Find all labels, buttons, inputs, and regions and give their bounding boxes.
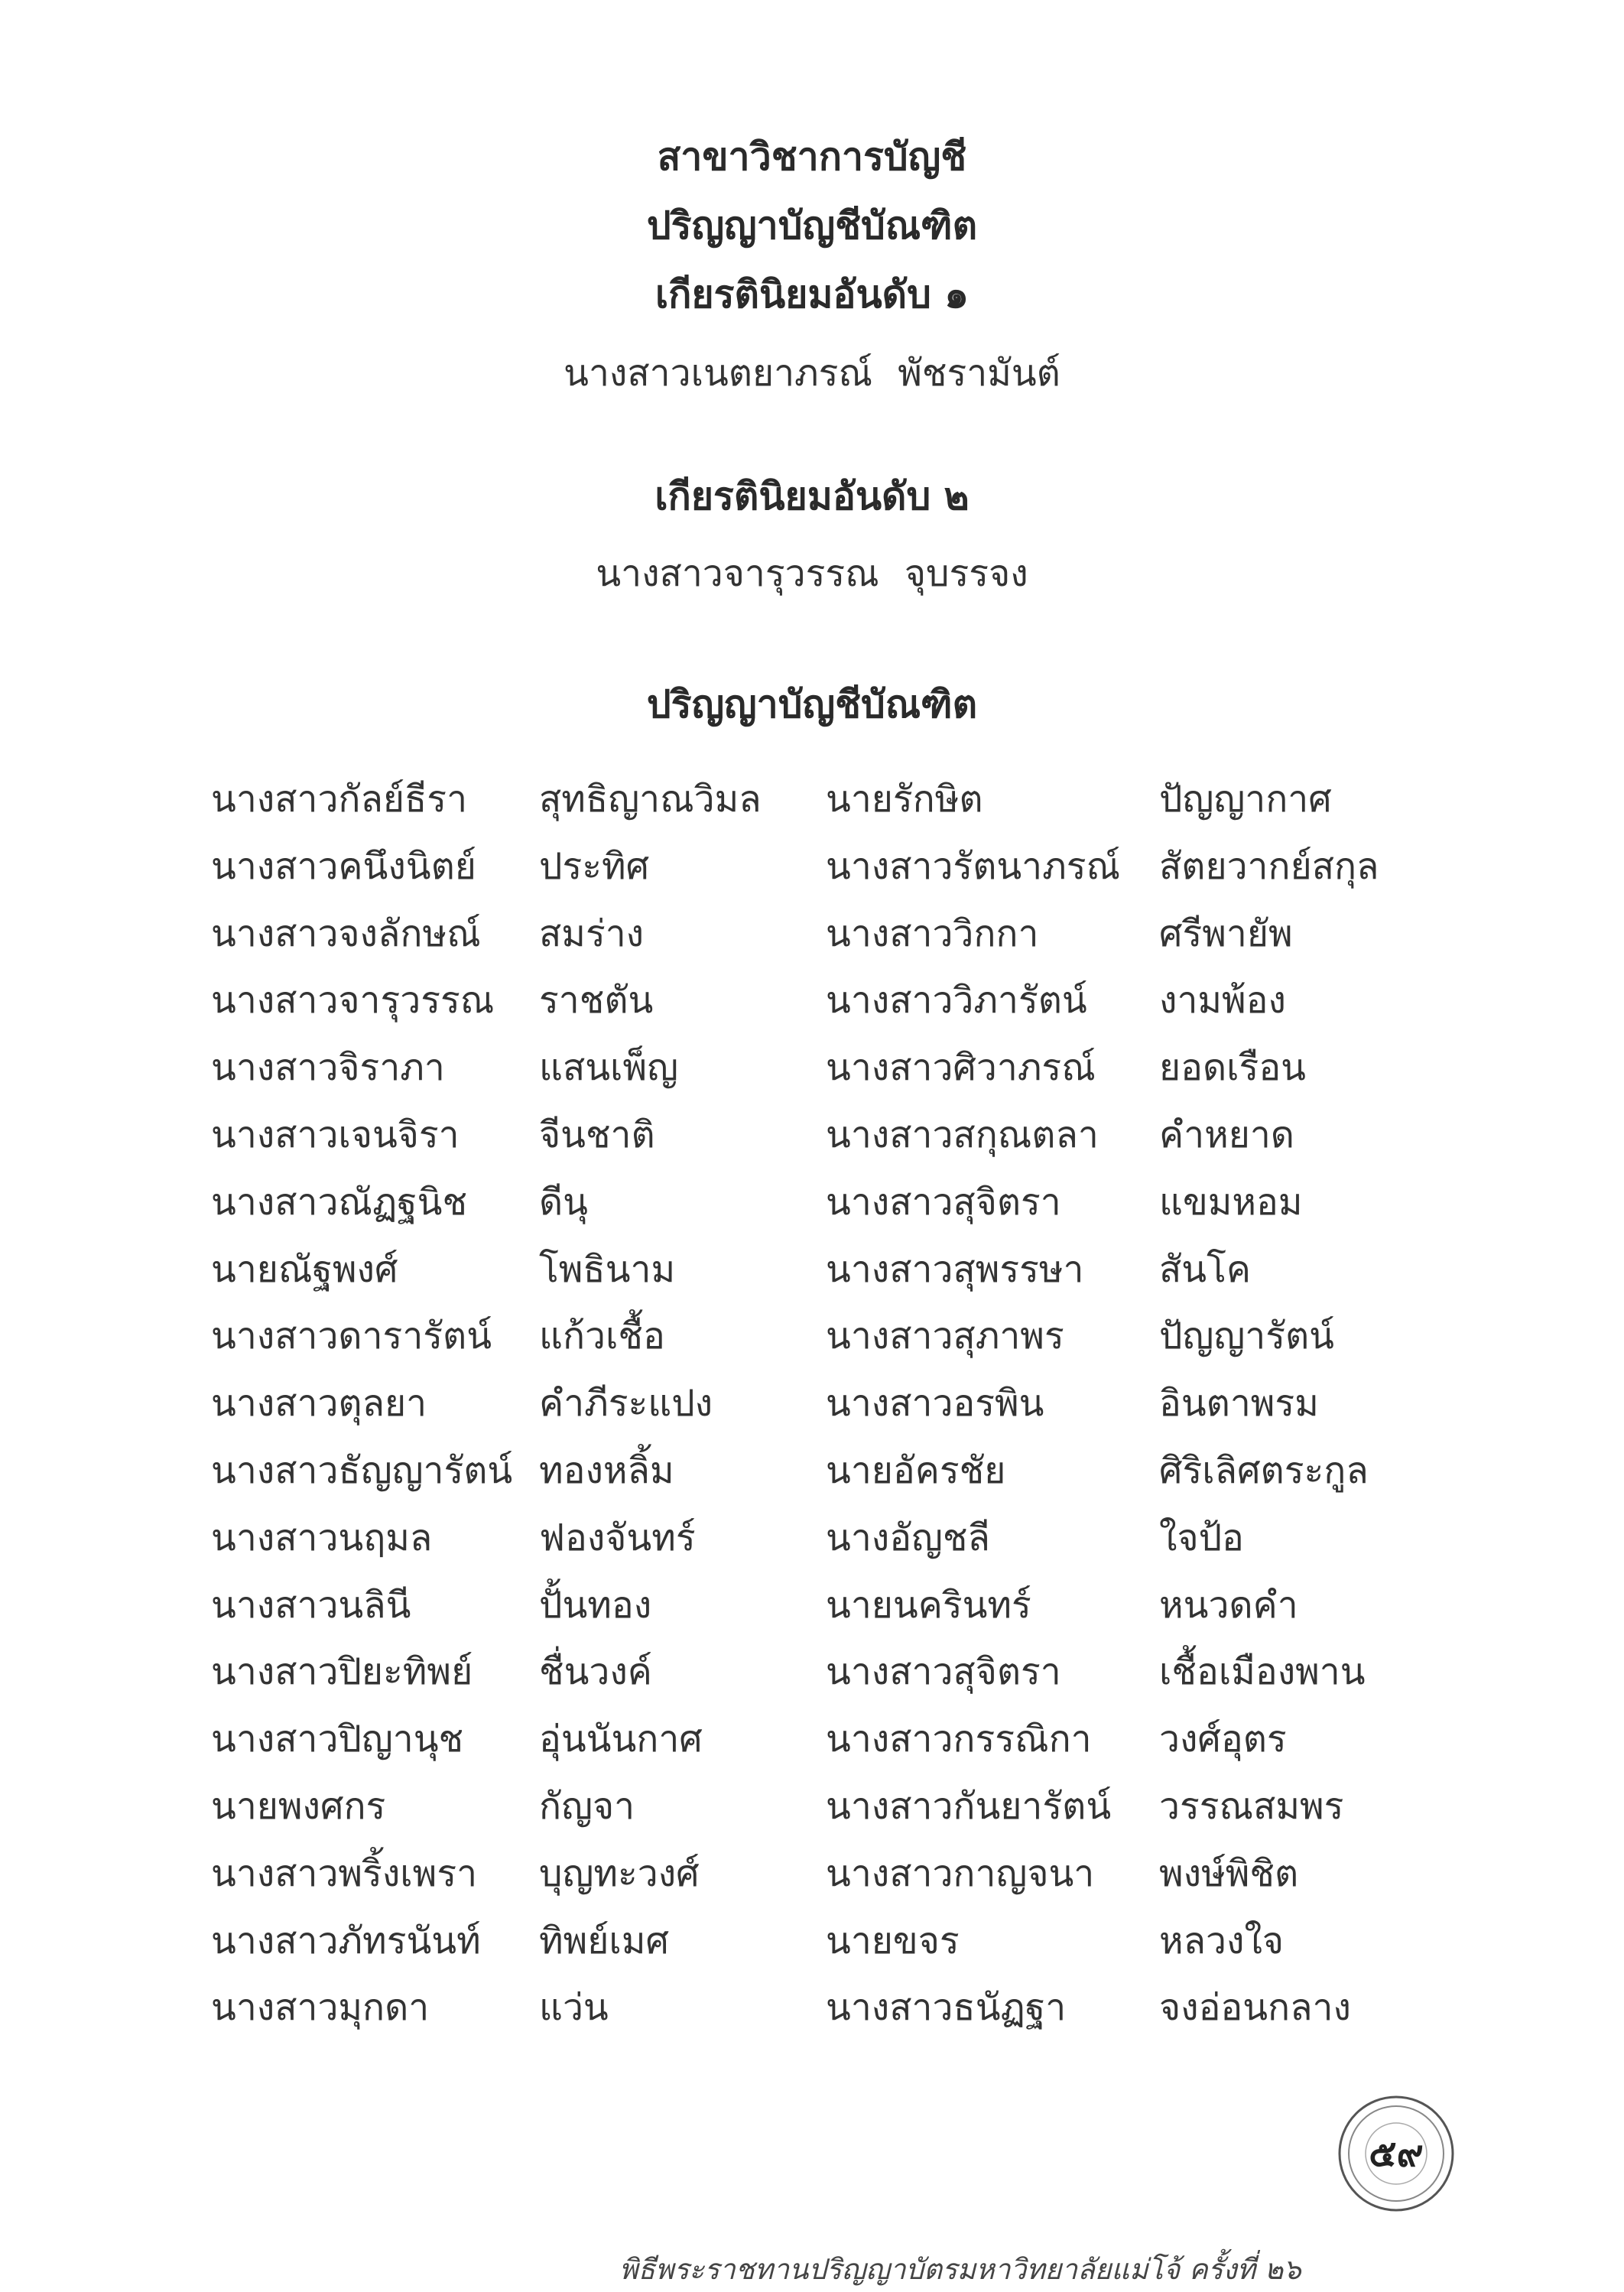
graduate-last-name: อินตาพรม [1159,1382,1319,1426]
graduate-last-name: สัตยวากย์สกุล [1159,844,1379,888]
graduate-first-name: นางสาวกรรณิกา [826,1718,1092,1761]
graduate-first-name: นางสาวจารุวรรณ [211,979,495,1022]
graduate-last-name: แก้วเชื้อ [539,1315,665,1358]
graduate-last-name: กัญจา [539,1785,635,1828]
honors-first-name: นางสาวเนตยาภรณ์ พัชรามันต์ [564,352,1060,395]
graduate-first-name: นางสาวสุพรรษา [826,1247,1084,1291]
graduate-row [0,1041,1624,1094]
graduate-first-name: นางสาวรัตนาภรณ์ [826,844,1121,888]
graduate-row [0,772,1624,826]
graduate-first-name: นางสาวตุลยา [211,1382,427,1426]
graduate-row [0,1175,1624,1229]
graduate-first-name: นางสาวกัลย์ธีรา [211,778,468,821]
graduate-row [0,907,1624,961]
graduate-last-name: สุทธิญาณวิมล [539,778,762,821]
graduate-first-name: นางสาวธนัฏฐา [826,1986,1067,2030]
honors-first-heading: เกียรตินิยมอันดับ ๑ [655,272,969,317]
graduate-first-name: นางสาวศิวาภรณ์ [826,1046,1096,1090]
graduate-row [0,1243,1624,1296]
graduate-first-name: นางอัญชลี [826,1516,990,1559]
graduate-last-name: สมร่าง [539,912,645,955]
graduate-first-name: นางสาวนลินี [211,1583,411,1627]
graduate-row [0,1780,1624,1833]
graduate-last-name: ยอดเรือน [1159,1046,1306,1090]
graduate-last-name: อุ่นนันกาศ [539,1718,703,1761]
graduate-first-name: นายณัฐพงศ์ [211,1247,398,1291]
graduate-first-name: นางสาวธัญญารัตน์ [211,1449,513,1492]
graduate-first-name: นางสาวเจนจิรา [211,1113,460,1156]
graduate-last-name: ราชตัน [539,979,654,1022]
graduate-last-name: โพธินาม [539,1247,676,1291]
graduate-row [0,1377,1624,1430]
graduate-first-name: นางสาวภัทรนันท์ [211,1919,481,1962]
graduate-last-name: แขมหอม [1159,1180,1303,1224]
graduate-row [0,1444,1624,1497]
footer-caption: พิธีพระราชทานปริญญาบัตรมหาวิทยาลัยแม่โจ้ ครั้งที่ ๒๖ [619,2253,1301,2286]
graduate-last-name: ปัญญารัตน์ [1159,1315,1334,1358]
graduate-last-name: แสนเพ็ญ [539,1046,678,1090]
graduate-last-name: ปัญญากาศ [1159,778,1332,821]
graduate-row [0,1712,1624,1766]
graduate-row [0,974,1624,1027]
graduate-row [0,1847,1624,1900]
graduate-first-name: นางสาวจิราภา [211,1046,445,1090]
graduate-last-name: หนวดคำ [1159,1583,1298,1627]
graduate-first-name: นางสาวสุจิตรา [826,1650,1061,1694]
graduate-first-name: นางสาวสกุณตลา [826,1113,1099,1156]
graduate-first-name: นางสาวปิยะทิพย์ [211,1650,473,1694]
department-heading: สาขาวิชาการบัญชี [657,135,967,179]
graduate-last-name: จีนชาติ [539,1113,655,1156]
graduate-first-name: นางสาวอรพิน [826,1382,1044,1426]
graduate-first-name: นางสาวสุภาพร [826,1315,1064,1358]
graduate-first-name: นายรักษิต [826,778,983,821]
graduate-row [0,1645,1624,1699]
degree-list-heading: ปริญญาบัญชีบัณฑิต [646,682,978,727]
graduate-first-name: นายอัครชัย [826,1449,1006,1492]
honors-second-name: นางสาวจารุวรรณ จุบรรจง [596,552,1028,595]
graduate-first-name: นางสาวมุกดา [211,1986,430,2030]
graduate-last-name: วรรณสมพร [1159,1785,1344,1828]
graduate-first-name: นางสาวจงลักษณ์ [211,912,481,955]
graduate-row [0,1511,1624,1565]
graduate-first-name: นายนครินทร์ [826,1583,1031,1627]
graduate-first-name: นางสาวณัฏฐนิช [211,1180,468,1224]
graduate-row [0,1578,1624,1632]
university-seal-icon [1337,2094,1456,2213]
graduate-first-name: นายพงศกร [211,1785,386,1828]
graduate-last-name: พงษ์พิชิต [1159,1851,1299,1895]
graduate-last-name: ปั้นทอง [539,1583,652,1627]
graduate-last-name: คำหยาด [1159,1113,1294,1156]
graduate-row [0,840,1624,893]
graduate-last-name: จงอ่อนกลาง [1159,1986,1351,2030]
graduate-first-name: นางสาวกันยารัตน์ [826,1785,1112,1828]
graduate-last-name: ใจป้อ [1159,1516,1244,1559]
graduate-first-name: นางสาวกาญจนา [826,1851,1095,1895]
graduate-row [0,1981,1624,2034]
graduate-row [0,1914,1624,1968]
graduate-first-name: นางสาวดารารัตน์ [211,1315,492,1358]
graduate-last-name: ศิริเลิศตระกูล [1159,1449,1369,1492]
graduate-last-name: บุญทะวงศ์ [539,1851,700,1895]
graduate-last-name: เชื้อเมืองพาน [1159,1650,1366,1694]
graduate-last-name: ประทิศ [539,844,650,888]
graduate-first-name: นางสาวปิญานุช [211,1718,464,1761]
graduate-first-name: นางสาววิภารัตน์ [826,979,1087,1022]
graduate-row [0,1309,1624,1363]
graduate-last-name: ฟองจันทร์ [539,1516,696,1559]
graduate-last-name: งามพ้อง [1159,979,1286,1022]
graduate-last-name: ศรีพายัพ [1159,912,1293,955]
graduate-last-name: คำภีระแปง [539,1382,713,1426]
graduate-last-name: ทองหลิ้ม [539,1449,674,1492]
graduate-last-name: แว่น [539,1986,609,2030]
graduate-last-name: วงศ์อุตร [1159,1718,1287,1761]
graduate-first-name: นางสาวสุจิตรา [826,1180,1061,1224]
page-number: ๕๙ [1369,2132,1424,2175]
graduate-first-name: นางสาวพริ้งเพรา [211,1851,478,1895]
graduate-first-name: นางสาวคนึงนิตย์ [211,844,476,888]
honors-second-heading: เกียรตินิยมอันดับ ๒ [654,474,970,519]
graduate-first-name: นางสาววิกกา [826,912,1039,955]
graduate-first-name: นายขจร [826,1919,960,1962]
graduate-last-name: สันโค [1159,1247,1251,1291]
graduate-row [0,1108,1624,1162]
degree-heading: ปริญญาบัญชีบัณฑิต [646,203,978,248]
graduate-last-name: หลวงใจ [1159,1919,1285,1962]
graduate-last-name: ดีนุ [539,1180,588,1224]
graduate-last-name: ทิพย์เมศ [539,1919,669,1962]
graduate-first-name: นางสาวนฤมล [211,1516,433,1559]
graduate-last-name: ชื่นวงค์ [539,1650,652,1694]
